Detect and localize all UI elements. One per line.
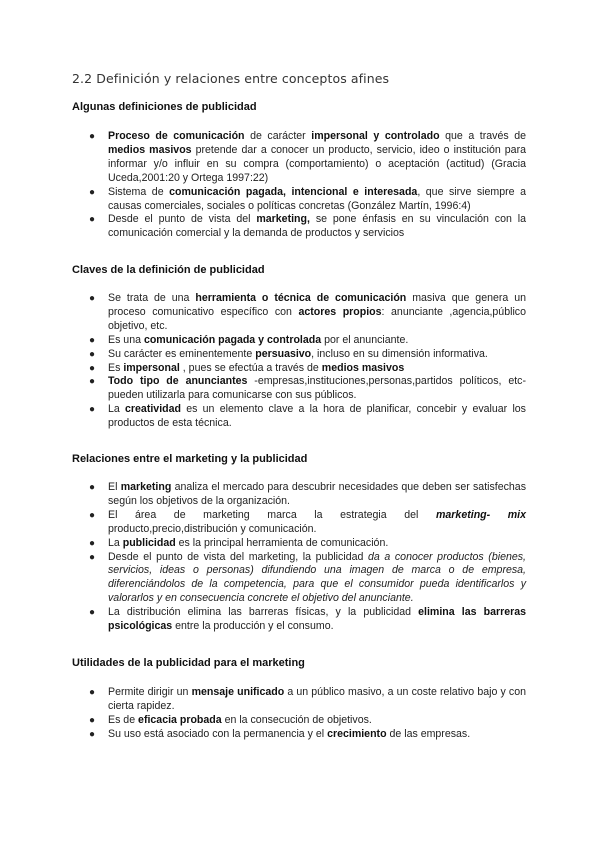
list-item: ● La publicidad es la principal herramienta de comunicación.	[89, 536, 389, 549]
list-item: ● Permite dirigir un mensaje unificado a un público masivo, a un coste relativo bajo y con cierta rapidez.	[89, 686, 526, 712]
list-item: ● Todo tipo de anunciantes -empresas,instituciones,personas,partidos políticos, etc- pueden utilizarla para comunicarse con sus públicos.	[89, 375, 526, 402]
bullet-icon: ●	[89, 728, 96, 740]
list-item: ● Es una comunicación pagada y controlada por el anunciante.	[89, 333, 409, 346]
bullet-icon: ●	[89, 348, 96, 360]
bullet-icon: ●	[89, 131, 96, 142]
list-item: ● El marketing analiza el mercado para descubrir necesidades que deben ser satisfechas según los objetivos de la organización.	[89, 481, 526, 507]
bullet-icon: ●	[89, 537, 96, 549]
bullet-icon: ●	[89, 482, 96, 493]
list-item: ● La creatividad es un elemento clave a la hora de planificar, concebir y evaluar los productos de esta técnica.	[89, 403, 526, 430]
heading-utilidades: Utilidades de la publicidad para el marketing	[72, 657, 305, 669]
list-utilidades	[72, 686, 526, 742]
heading-definiciones: Algunas definiciones de publicidad	[72, 101, 257, 113]
heading-relaciones: Relaciones entre el marketing y la publicidad	[72, 453, 308, 465]
bullet-icon: ●	[89, 214, 96, 226]
bullet-icon: ●	[89, 404, 96, 416]
bullet-icon: ●	[89, 551, 96, 563]
section-title: 2.2 Definición y relaciones entre conceptos afines	[72, 71, 390, 86]
list-item: ● Se trata de una herramienta o técnica de comunicación masiva que genera un proceso comunicativo específico con actores propios: anunciante ,agencia,público objetivo, etc.	[89, 292, 526, 332]
bullet-icon: ●	[89, 687, 96, 698]
bullet-icon: ●	[89, 186, 96, 198]
bullet-icon: ●	[89, 362, 96, 374]
list-item: ● Desde el punto de vista del marketing, la publicidad da a conocer productos (bienes, servicios, ideas o personas) difundiendo una imagen de marca o de empresa, diferenciándolos de la competencia, para que el consumidor pueda identificarlos y valorarlos y en consecuencia concrete el objetivo del anunciante.	[89, 550, 526, 605]
bullet-icon: ●	[89, 607, 96, 619]
bullet-icon: ●	[89, 293, 96, 304]
list-item: ● Sistema de comunicación pagada, intencional e interesada, que sirve siempre a causas comerciales, sociales o políticas concretas (González Martín, 1996:4)	[89, 185, 526, 212]
list-item: ● Es de eficacia probada en la consecución de objetivos.	[89, 713, 372, 726]
list-claves	[72, 292, 526, 431]
bullet-icon: ●	[89, 334, 96, 346]
heading-claves: Claves de la definición de publicidad	[72, 264, 265, 276]
list-item: ● El área de marketing marca la estrategia del marketing- mix producto,precio,distribución y comunicación.	[89, 508, 527, 535]
list-item: ● Su uso está asociado con la permanencia y el crecimiento de las empresas.	[89, 727, 471, 740]
bullet-icon: ●	[89, 714, 96, 726]
list-item: ● La distribución elimina las barreras físicas, y la publicidad elimina las barreras psicológicas entre la producción y el consumo.	[89, 606, 526, 633]
list-relaciones	[72, 481, 526, 634]
list-item: ● Proceso de comunicación de carácter impersonal y controlado que a través de medios masivos pretende dar a conocer un producto, servicio, ideo o institución para informar y/o influir en su compra (comportamiento) o aceptación (actitud) (Gracia Uceda,2001:20 y Ortega 1997:22)	[89, 130, 526, 184]
list-item: ● Es impersonal , pues se efectúa a través de medios masivos	[89, 361, 405, 374]
list-item: ● Su carácter es eminentemente persuasivo, incluso en su dimensión informativa.	[89, 347, 488, 360]
list-definiciones	[72, 130, 526, 241]
list-item: ● Desde el punto de vista del marketing, se pone énfasis en su vinculación con la comunicación comercial y la demanda de productos y servicios	[89, 213, 526, 240]
bullet-icon: ●	[89, 376, 96, 388]
bullet-icon: ●	[89, 509, 96, 521]
